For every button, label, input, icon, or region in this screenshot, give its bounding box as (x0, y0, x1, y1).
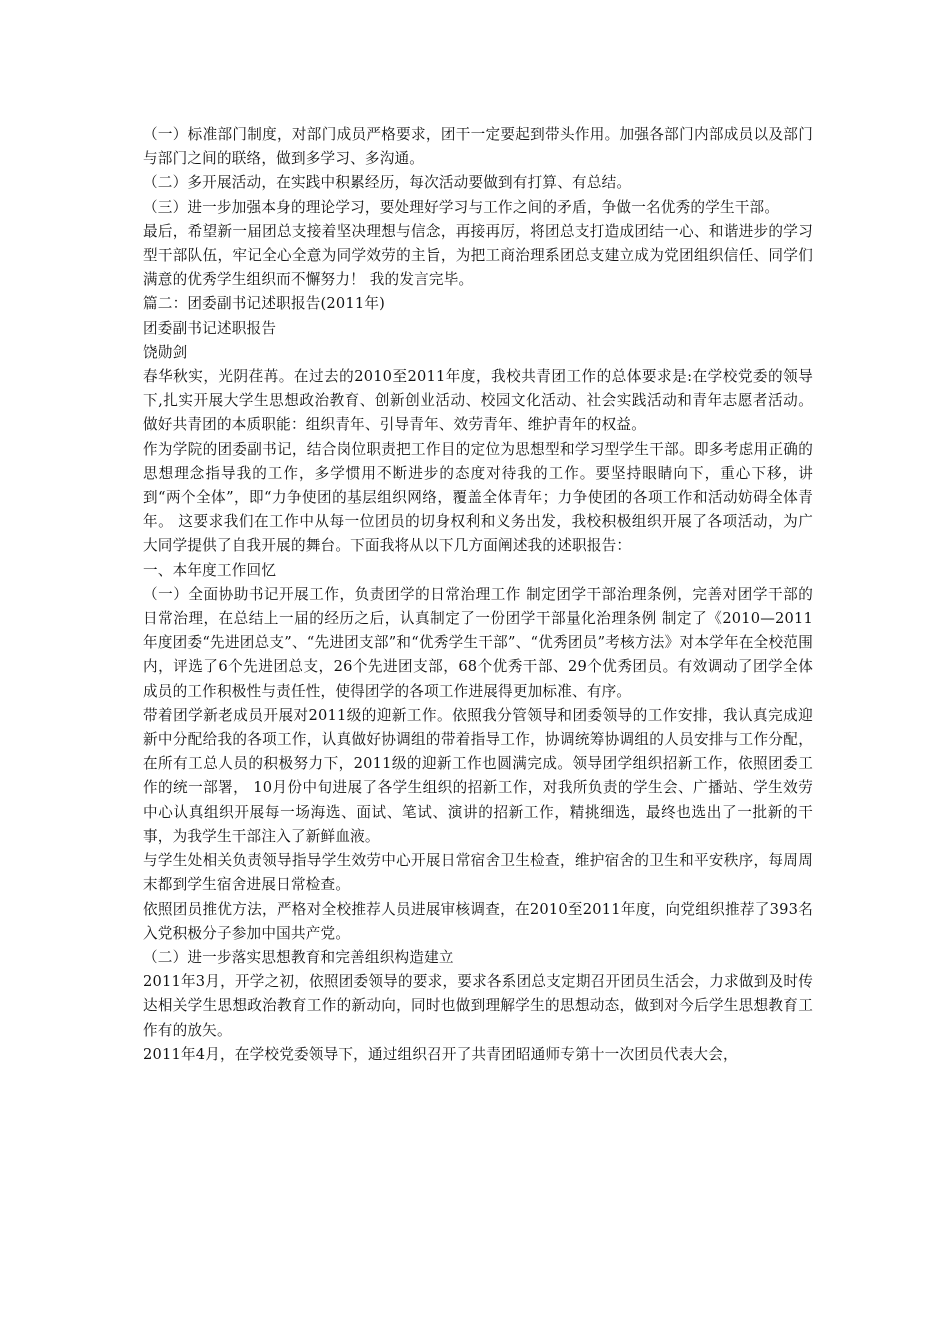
paragraph: 春华秋实，光阴荏苒。在过去的2010至2011年度，我校共青团工作的总体要求是:在学校党委的领导下,扎实开展大学生思想政治教育、创新创业活动、校园文化活动、社会实践活动和青年志愿者活动。做好共青团的本质职能：组织青年、引导青年、效劳青年、维护青年的权益。 (143, 368, 813, 434)
section-heading: 一、本年度工作回忆 (143, 561, 277, 579)
paragraph: （一）标准部门制度，对部门成员严格要求，团干一定要起到带头作用。加强各部门内部成员以及部门与部门之间的联络，做到多学习、多沟通。 (143, 126, 813, 168)
paragraph: 最后，希望新一届团总支接着坚决理想与信念，再接再厉，将团总支打造成团结一心、和谐进步的学习型干部队伍，牢记全心全意为同学效劳的主旨，为把工商治理系团总支建立成为党团组织信任、同学们满意的优秀学生组织而不懈努力！ 我的发言完毕。 (143, 222, 813, 289)
paragraph: 2011年4月，在学校党委领导下，通过组织召开了共青团昭通师专第十一次团员代表大会， (143, 1045, 738, 1063)
document-page (143, 123, 813, 1067)
author-name: 饶勋剑 (143, 343, 188, 361)
paragraph: （三）进一步加强本身的理论学习，要处理好学习与工作之间的矛盾，争做一名优秀的学生干部。 (143, 198, 780, 216)
paragraph: （一）全面协助书记开展工作，负责团学的日常治理工作 制定团学干部治理条例，完善对团学干部的日常治理，在总结上一届的经历之后，认真制定了一份团学干部量化治理条例 制定了《2010—2011年度团委“先进团总支”、“先进团支部”和“优秀学生干部”、“优秀团员”考核方法》对本学年在全校范围内，评选了6个先进团总支，26个先进团支部，68个优秀干部、29个优秀团员。有效调动了团学全体成员的工作积极性与责任性，使得团学的各项工作进展得更加标准、有序。 (143, 585, 813, 700)
report-title: 团委副书记述职报告 (143, 319, 277, 337)
section-heading: 篇二：团委副书记述职报告(2011年) (143, 295, 386, 313)
paragraph: 依照团员推优方法，严格对全校推荐人员进展审核调查，在2010至2011年度，向党组织推荐了393名入党积极分子参加中国共产党。 (143, 900, 813, 942)
paragraph: 作为学院的团委副书记，结合岗位职责把工作目的定位为思想型和学习型学生干部。即多考虑用正确的思想理念指导我的工作，多学惯用不断进步的态度对待我的工作。要坚持眼睛向下，重心下移，讲到“两个全体”，即“力争使团的基层组织网络，覆盖全体青年；力争使团的各项工作和活动妨碍全体青年。 这要求我们在工作中从每一位团员的切身权利和义务出发，我校积极组织开展了各项活动，为广大同学提供了自我开展的舞台。下面我将从以下几方面阐述我的述职报告： (143, 440, 813, 555)
paragraph: 2011年3月，开学之初，依照团委领导的要求，要求各系团总支定期召开团员生活会，力求做到及时传达相关学生思想政治教育工作的新动向，同时也做到理解学生的思想动态，做到对今后学生思想教育工作有的放矢。 (143, 973, 813, 1039)
paragraph: 与学生处相关负责领导指导学生效劳中心开展日常宿舍卫生检查，维护宿舍的卫生和平安秩序，每周周末都到学生宿舍进展日常检查。 (143, 852, 813, 894)
paragraph: 带着团学新老成员开展对2011级的迎新工作。依照我分管领导和团委领导的工作安排，我认真完成迎新中分配给我的各项工作，认真做好协调组的带着指导工作，协调统筹协调组的人员安排与工作分配，在所有工总人员的积极努力下，2011级的迎新工作也圆满完成。领导团学组织招新工作，依照团委工作的统一部署， 10月份中旬进展了各学生组织的招新工作，对我所负责的学生会、广播站、学生效劳中心认真组织开展每一场海选、面试、笔试、演讲的招新工作，精挑细选，最终也选出了一批新的干事，为我学生干部注入了新鲜血液。 (143, 706, 813, 845)
paragraph: （二）多开展活动，在实践中积累经历，每次活动要做到有打算、有总结。 (143, 174, 632, 192)
subsection-heading: （二）进一步落实思想教育和完善组织构造建立 (143, 948, 454, 966)
